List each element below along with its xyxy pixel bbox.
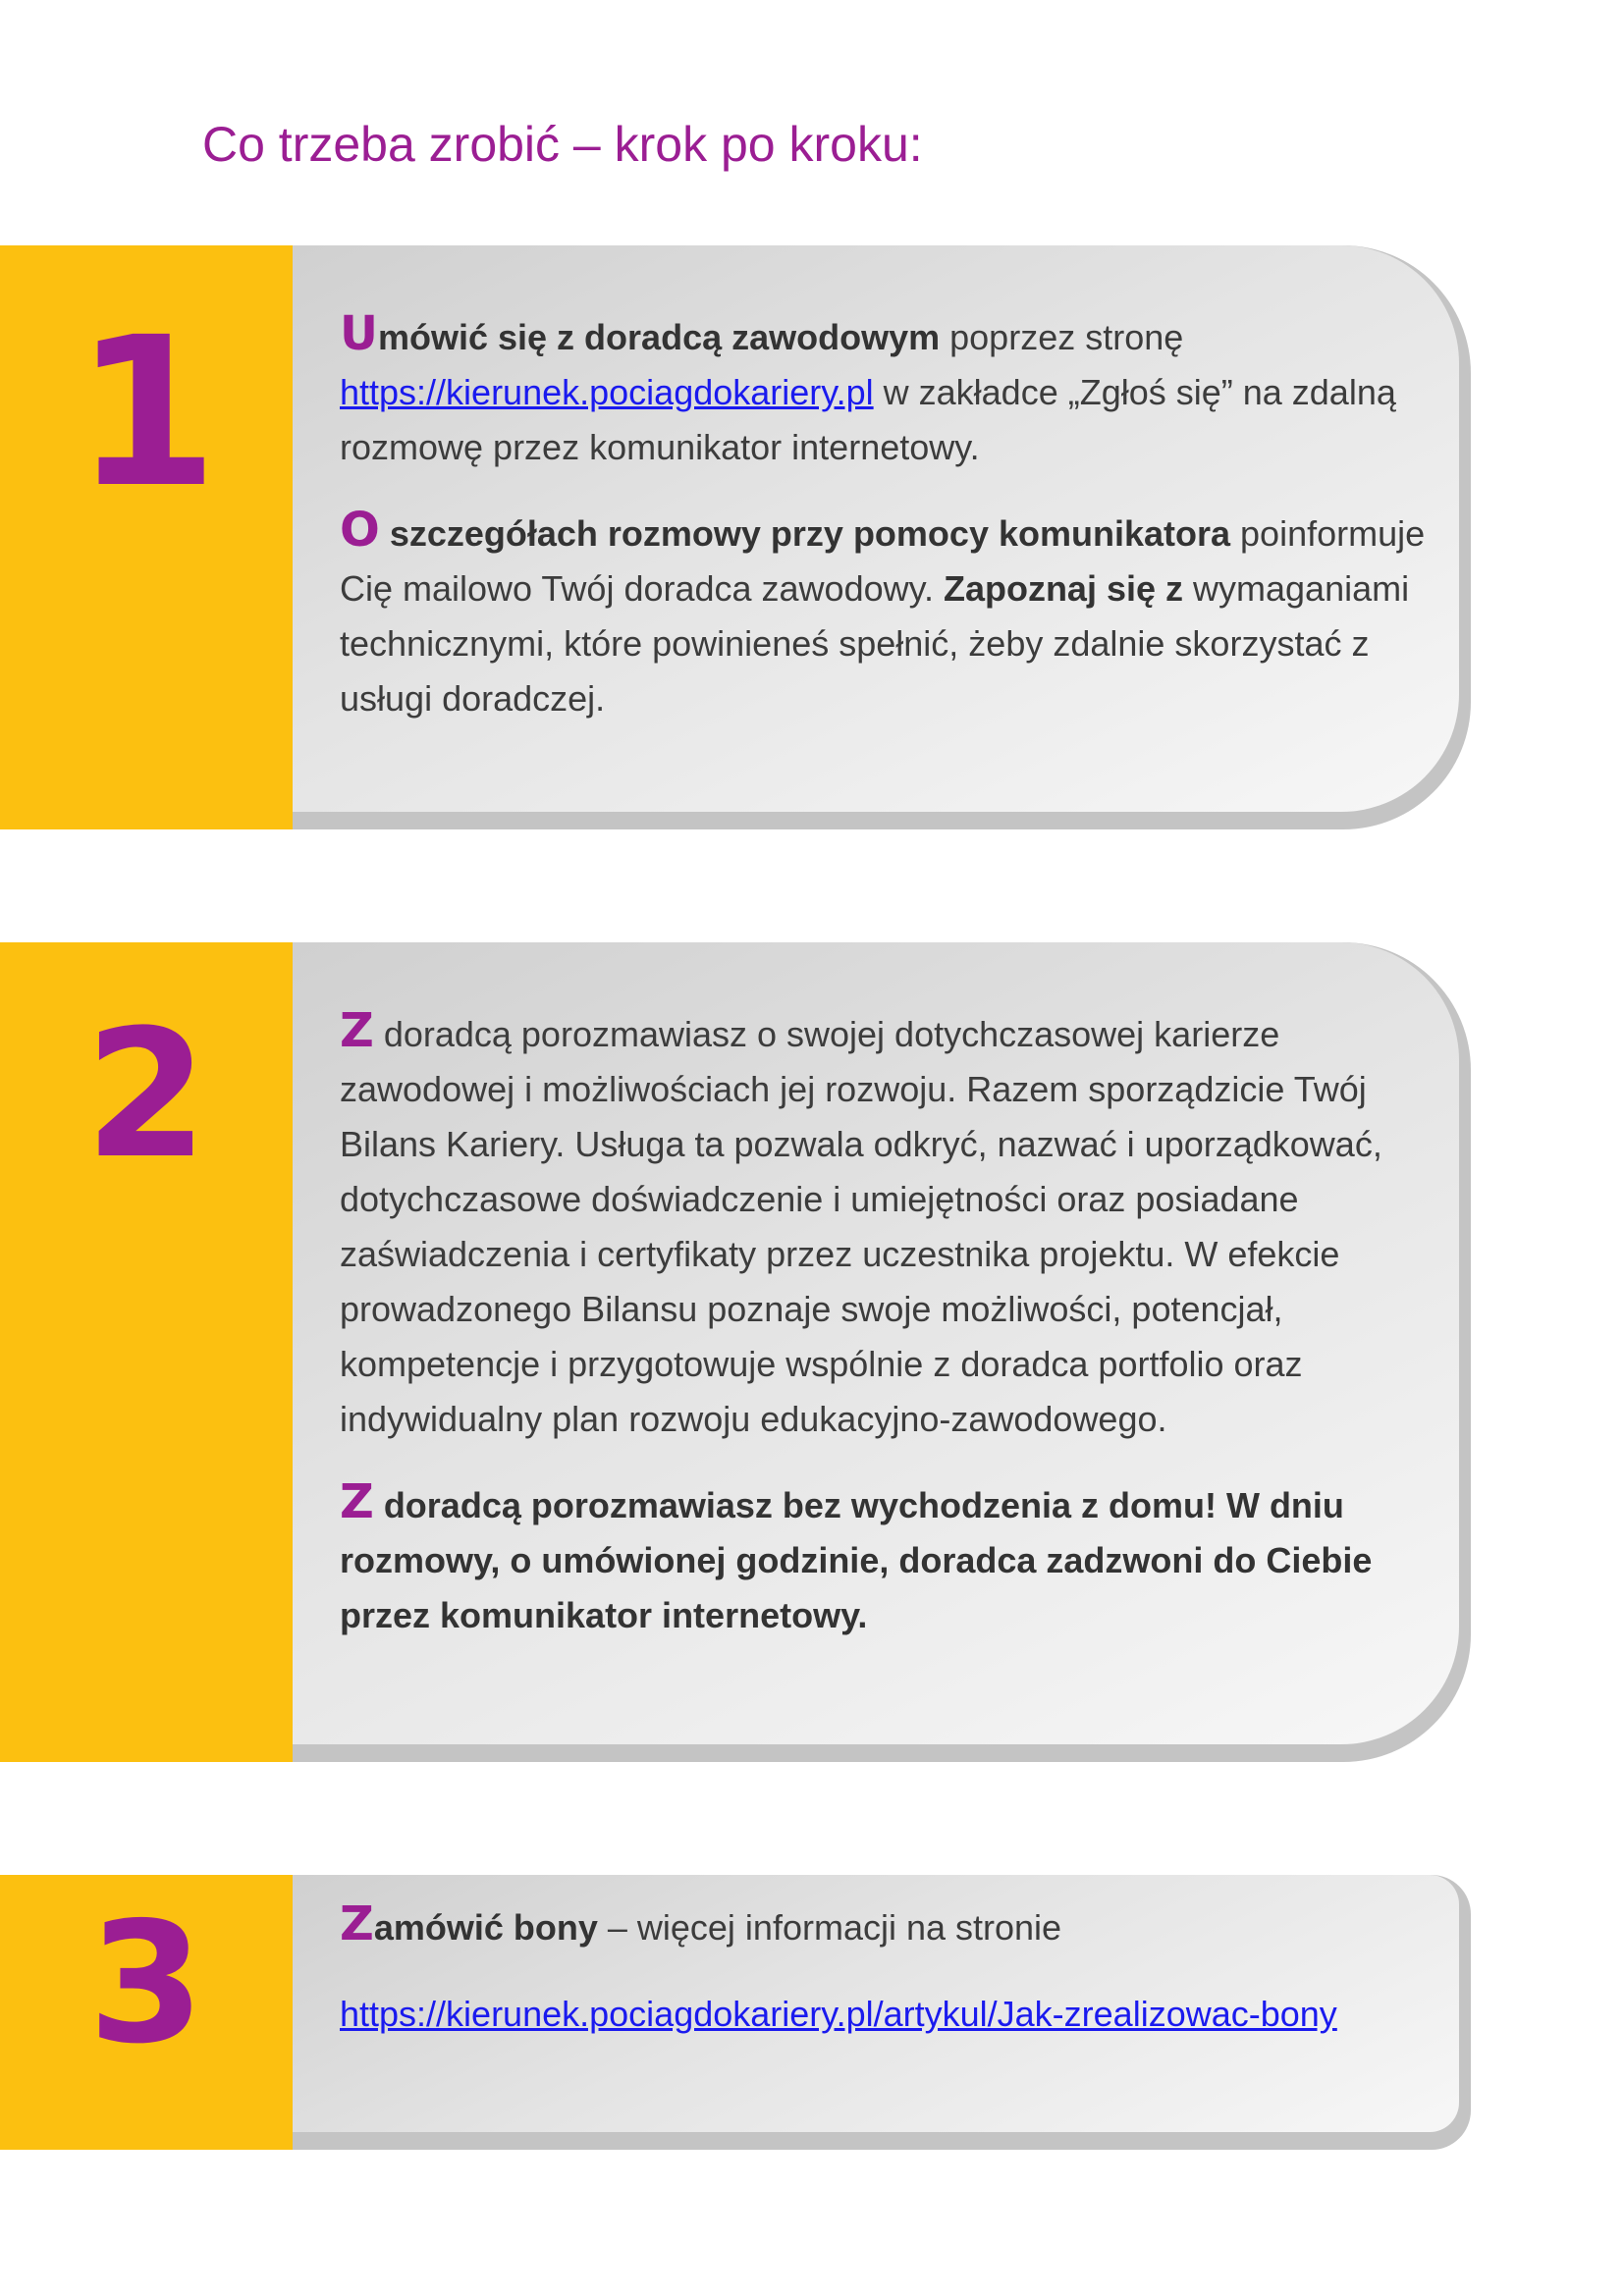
step-1-p2-text1: poinformuje Cię mailowo Twój doradca zawodowy. xyxy=(340,513,1426,609)
step-3-number: 3 xyxy=(87,1887,205,2081)
step-1-paragraph-2 xyxy=(340,503,1439,726)
page-title: Co trzeba zrobić – krok po kroku: xyxy=(202,117,923,172)
step-1-link[interactable]: https://kierunek.pociagdokariery.pl xyxy=(340,372,874,412)
step-3-p1-bold: amówić bony xyxy=(373,1907,598,1948)
step-2-p2-initial: Z xyxy=(340,1474,374,1529)
step-3 xyxy=(0,1875,1473,2150)
step-1-p2-initial: O xyxy=(340,503,380,558)
step-2 xyxy=(0,942,1473,1762)
step-2-paragraph-2 xyxy=(340,1474,1439,1643)
step-1-p2-text2: wymaganiami technicznymi, które powinieneś spełnić, żeby zdalnie skorzystać z usługi doradczej. xyxy=(340,568,1410,719)
step-1-p1-initial: U xyxy=(340,306,378,361)
step-3-p1-text: – więcej informacji na stronie xyxy=(597,1907,1062,1948)
step-1-p2-bold: szczegółach rozmowy przy pomocy komunikatora xyxy=(379,513,1231,554)
step-2-p1-initial: Z xyxy=(340,1003,374,1058)
step-1-number: 1 xyxy=(74,293,219,533)
step-1-p1-text2: w zakładce „Zgłoś się” na zdalną rozmowę przez komunikator internetowy. xyxy=(340,372,1396,467)
step-3-paragraph-2 xyxy=(340,1987,1439,2042)
step-2-p1-text: doradcą porozmawiasz o swojej dotychczasowej karierze zawodowej i możliwościach jej rozwoju. Razem sporządzicie Twój Bilans Kariery. Usługa ta pozwala odkryć, nazwać i uporządkować, dotychczasowe doświadczenie i umiejętności oraz posiadane zaświadczenia i certyfikaty przez uczestnika projektu. W efekcie prowadzonego Bilansu poznaje swoje możliwości, potencjał, kompetencje i przygotowuje wspólnie z doradca portfolio oraz indywidualny plan rozwoju edukacyjno-zawodowego. xyxy=(340,1014,1382,1439)
step-1-p2-bold2: Zapoznaj się z xyxy=(943,568,1184,609)
step-1-p1-text1: poprzez stronę xyxy=(940,317,1184,357)
step-1-paragraph-1 xyxy=(340,306,1439,475)
step-2-number: 2 xyxy=(84,992,208,1198)
step-1-panel xyxy=(293,245,1459,812)
step-3-p1-initial: Z xyxy=(340,1896,374,1951)
step-2-p2-bold: doradcą porozmawiasz bez wychodzenia z domu! W dniu rozmowy, o umówionej godzinie, doradca zadzwoni do Ciebie przez komunikator internetowy. xyxy=(340,1485,1373,1635)
step-3-link[interactable]: https://kierunek.pociagdokariery.pl/artykul/Jak-zrealizowac-bony xyxy=(340,1994,1337,2034)
step-1-p1-bold: mówić się z doradcą zawodowym xyxy=(377,317,941,357)
step-3-paragraph-1 xyxy=(340,1896,1439,1955)
step-1 xyxy=(0,245,1473,829)
step-2-paragraph-1 xyxy=(340,1003,1439,1447)
step-3-panel xyxy=(293,1875,1459,2132)
step-2-panel xyxy=(293,942,1459,1744)
